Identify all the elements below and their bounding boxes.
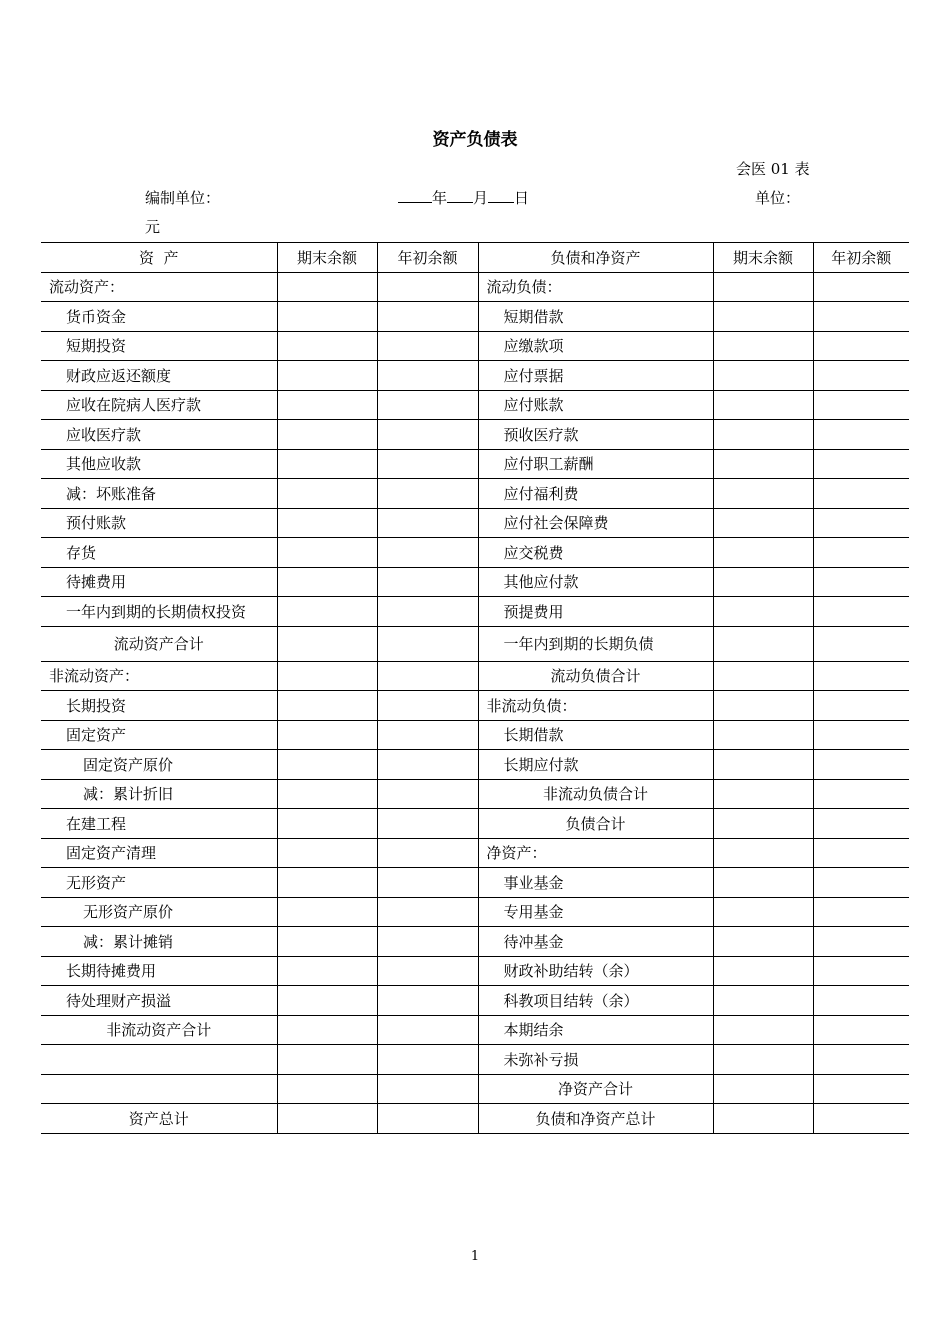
liability-begin-balance-cell[interactable] [813,331,909,361]
liability-end-balance-cell[interactable] [713,626,813,661]
liability-item-label: 预提费用 [478,597,713,627]
table-row [41,479,909,509]
liability-begin-balance-cell[interactable] [813,927,909,957]
asset-end-balance-cell[interactable] [277,479,377,509]
table-row [41,626,909,661]
asset-item-label: 存货 [41,538,277,568]
report-date [398,187,529,208]
liability-item-label: 长期应付款 [478,750,713,780]
asset-begin-balance-cell[interactable] [377,508,478,538]
table-row [41,838,909,868]
liability-item-label: 流动负债： [478,272,713,302]
liability-end-balance-cell[interactable] [713,449,813,479]
asset-begin-balance-cell[interactable] [377,626,478,661]
asset-end-balance-cell[interactable] [277,868,377,898]
table-row [41,897,909,927]
liability-begin-balance-cell[interactable] [813,986,909,1016]
liability-item-label: 应付账款 [478,390,713,420]
liability-end-balance-cell[interactable] [713,927,813,957]
liability-end-balance-cell[interactable] [713,390,813,420]
asset-begin-balance-cell[interactable] [377,779,478,809]
header-end-balance-left: 期末余额 [277,243,377,273]
liability-begin-balance-cell[interactable] [813,449,909,479]
liability-item-label: 应缴款项 [478,331,713,361]
asset-item-label: 资产总计 [41,1104,277,1134]
liability-begin-balance-cell[interactable] [813,897,909,927]
liability-item-label: 长期借款 [478,720,713,750]
asset-item-label: 预付账款 [41,508,277,538]
table-body [41,272,909,1133]
asset-item-label: 一年内到期的长期债权投资 [41,597,277,627]
day-label: 日 [514,189,530,207]
asset-begin-balance-cell[interactable] [377,449,478,479]
liability-begin-balance-cell[interactable] [813,1104,909,1134]
liability-end-balance-cell[interactable] [713,479,813,509]
table-row [41,361,909,391]
asset-begin-balance-cell[interactable] [377,750,478,780]
liability-begin-balance-cell[interactable] [813,508,909,538]
asset-begin-balance-cell[interactable] [377,927,478,957]
liability-end-balance-cell[interactable] [713,420,813,450]
liability-end-balance-cell[interactable] [713,779,813,809]
asset-item-label: 其他应收款 [41,449,277,479]
liability-begin-balance-cell[interactable] [813,838,909,868]
form-number: 会医 01 表 [736,160,810,178]
liability-item-label: 事业基金 [478,868,713,898]
asset-item-label: 减：累计摊销 [41,927,277,957]
table-row [41,927,909,957]
liability-begin-balance-cell[interactable] [813,626,909,661]
asset-end-balance-cell[interactable] [277,361,377,391]
asset-end-balance-cell[interactable] [277,809,377,839]
table-row [41,956,909,986]
asset-item-label: 减：坏账准备 [41,479,277,509]
asset-item-label [41,1045,277,1075]
liability-begin-balance-cell[interactable] [813,956,909,986]
table-header-row [41,243,909,273]
table-row [41,567,909,597]
asset-end-balance-cell[interactable] [277,272,377,302]
asset-item-label: 流动资产合计 [41,626,277,661]
liability-end-balance-cell[interactable] [713,538,813,568]
asset-item-label: 固定资产 [41,720,277,750]
asset-begin-balance-cell[interactable] [377,331,478,361]
asset-item-label: 无形资产 [41,868,277,898]
asset-begin-balance-cell[interactable] [377,538,478,568]
liability-begin-balance-cell[interactable] [813,1045,909,1075]
liability-end-balance-cell[interactable] [713,272,813,302]
table-row [41,1045,909,1075]
asset-end-balance-cell[interactable] [277,986,377,1016]
asset-end-balance-cell[interactable] [277,420,377,450]
asset-item-label: 长期待摊费用 [41,956,277,986]
page-title: 资产负债表 [432,130,518,150]
liability-begin-balance-cell[interactable] [813,567,909,597]
liability-begin-balance-cell[interactable] [813,390,909,420]
asset-begin-balance-cell[interactable] [377,567,478,597]
liability-begin-balance-cell[interactable] [813,1015,909,1045]
table-row [41,720,909,750]
table-row [41,1015,909,1045]
liability-item-label: 待冲基金 [478,927,713,957]
liability-begin-balance-cell[interactable] [813,361,909,391]
year-blank[interactable] [398,188,432,203]
asset-begin-balance-cell[interactable] [377,956,478,986]
liability-begin-balance-cell[interactable] [813,720,909,750]
asset-end-balance-cell[interactable] [277,956,377,986]
liability-begin-balance-cell[interactable] [813,420,909,450]
asset-item-label: 固定资产原价 [41,750,277,780]
liability-item-label: 净资产： [478,838,713,868]
liability-begin-balance-cell[interactable] [813,479,909,509]
table-row [41,272,909,302]
asset-begin-balance-cell[interactable] [377,420,478,450]
asset-end-balance-cell[interactable] [277,1074,377,1104]
asset-item-label: 非流动资产： [41,661,277,691]
asset-item-label [41,1074,277,1104]
liability-item-label: 科教项目结转（余） [478,986,713,1016]
asset-end-balance-cell[interactable] [277,390,377,420]
asset-end-balance-cell[interactable] [277,597,377,627]
liability-end-balance-cell[interactable] [713,986,813,1016]
asset-begin-balance-cell[interactable] [377,361,478,391]
header-begin-balance-right: 年初余额 [813,243,909,273]
asset-end-balance-cell[interactable] [277,331,377,361]
asset-item-label: 货币资金 [41,302,277,332]
liability-item-label: 其他应付款 [478,567,713,597]
asset-item-label: 短期投资 [41,331,277,361]
liability-end-balance-cell[interactable] [713,1015,813,1045]
liability-end-balance-cell[interactable] [713,597,813,627]
table-row [41,1104,909,1134]
day-blank[interactable] [488,188,514,203]
asset-begin-balance-cell[interactable] [377,897,478,927]
asset-end-balance-cell[interactable] [277,779,377,809]
header-assets: 资 产 [41,243,277,273]
liability-end-balance-cell[interactable] [713,809,813,839]
liability-item-label: 财政补助结转（余） [478,956,713,986]
unit-label: 单位： [755,189,801,207]
asset-end-balance-cell[interactable] [277,538,377,568]
asset-item-label: 待摊费用 [41,567,277,597]
asset-end-balance-cell[interactable] [277,750,377,780]
liability-item-label: 负债合计 [478,809,713,839]
liability-end-balance-cell[interactable] [713,750,813,780]
asset-end-balance-cell[interactable] [277,691,377,721]
table-row [41,331,909,361]
asset-begin-balance-cell[interactable] [377,661,478,691]
liability-item-label: 未弥补亏损 [478,1045,713,1075]
liability-end-balance-cell[interactable] [713,567,813,597]
liability-item-label: 短期借款 [478,302,713,332]
asset-end-balance-cell[interactable] [277,1104,377,1134]
liability-begin-balance-cell[interactable] [813,538,909,568]
asset-item-label: 财政应返还额度 [41,361,277,391]
asset-item-label: 减：累计折旧 [41,779,277,809]
liability-item-label: 非流动负债： [478,691,713,721]
asset-begin-balance-cell[interactable] [377,868,478,898]
liability-begin-balance-cell[interactable] [813,779,909,809]
year-label: 年 [432,189,448,207]
asset-end-balance-cell[interactable] [277,1015,377,1045]
asset-end-balance-cell[interactable] [277,567,377,597]
table-row [41,538,909,568]
asset-item-label: 无形资产原价 [41,897,277,927]
liability-begin-balance-cell[interactable] [813,661,909,691]
liability-begin-balance-cell[interactable] [813,597,909,627]
liability-end-balance-cell[interactable] [713,661,813,691]
asset-item-label: 流动资产： [41,272,277,302]
table-row [41,779,909,809]
asset-item-label: 长期投资 [41,691,277,721]
liability-item-label: 非流动负债合计 [478,779,713,809]
asset-end-balance-cell[interactable] [277,302,377,332]
asset-end-balance-cell[interactable] [277,838,377,868]
liability-begin-balance-cell[interactable] [813,868,909,898]
asset-end-balance-cell[interactable] [277,927,377,957]
liability-end-balance-cell[interactable] [713,302,813,332]
asset-end-balance-cell[interactable] [277,897,377,927]
liability-begin-balance-cell[interactable] [813,302,909,332]
liability-item-label: 预收医疗款 [478,420,713,450]
liability-end-balance-cell[interactable] [713,691,813,721]
liability-end-balance-cell[interactable] [713,1045,813,1075]
liability-end-balance-cell[interactable] [713,361,813,391]
liability-item-label: 专用基金 [478,897,713,927]
liability-item-label: 净资产合计 [478,1074,713,1104]
liability-end-balance-cell[interactable] [713,331,813,361]
table-row [41,691,909,721]
asset-begin-balance-cell[interactable] [377,1074,478,1104]
liability-item-label: 应付福利费 [478,479,713,509]
asset-begin-balance-cell[interactable] [377,272,478,302]
table-row [41,809,909,839]
table-row [41,597,909,627]
asset-item-label: 应收在院病人医疗款 [41,390,277,420]
asset-begin-balance-cell[interactable] [377,390,478,420]
compiler-label: 编制单位： [145,189,221,207]
asset-end-balance-cell[interactable] [277,720,377,750]
table-row [41,302,909,332]
asset-begin-balance-cell[interactable] [377,597,478,627]
asset-item-label: 在建工程 [41,809,277,839]
table-row [41,1074,909,1104]
liability-end-balance-cell[interactable] [713,956,813,986]
table-row [41,750,909,780]
header-end-balance-right: 期末余额 [713,243,813,273]
month-label: 月 [473,189,489,207]
header-liabilities: 负债和净资产 [478,243,713,273]
liability-begin-balance-cell[interactable] [813,809,909,839]
asset-begin-balance-cell[interactable] [377,1045,478,1075]
liability-end-balance-cell[interactable] [713,508,813,538]
page-number: 1 [470,1249,480,1264]
liability-begin-balance-cell[interactable] [813,1074,909,1104]
liability-item-label: 本期结余 [478,1015,713,1045]
table-row [41,508,909,538]
liability-end-balance-cell[interactable] [713,868,813,898]
asset-begin-balance-cell[interactable] [377,838,478,868]
liability-item-label: 应付票据 [478,361,713,391]
liability-item-label: 负债和净资产总计 [478,1104,713,1134]
balance-sheet-table [41,242,909,1134]
table-row [41,390,909,420]
liability-end-balance-cell[interactable] [713,897,813,927]
liability-item-label: 应付社会保障费 [478,508,713,538]
liability-begin-balance-cell[interactable] [813,750,909,780]
liability-item-label: 应交税费 [478,538,713,568]
asset-item-label: 固定资产清理 [41,838,277,868]
asset-begin-balance-cell[interactable] [377,720,478,750]
liability-begin-balance-cell[interactable] [813,272,909,302]
month-blank[interactable] [447,188,473,203]
asset-item-label: 待处理财产损溢 [41,986,277,1016]
liability-item-label: 流动负债合计 [478,661,713,691]
liability-begin-balance-cell[interactable] [813,691,909,721]
liability-end-balance-cell[interactable] [713,1104,813,1134]
asset-end-balance-cell[interactable] [277,449,377,479]
table-row [41,420,909,450]
asset-end-balance-cell[interactable] [277,661,377,691]
asset-end-balance-cell[interactable] [277,1045,377,1075]
table-row [41,661,909,691]
table-row [41,986,909,1016]
header-begin-balance-left: 年初余额 [377,243,478,273]
table-row [41,449,909,479]
liability-end-balance-cell[interactable] [713,1074,813,1104]
asset-begin-balance-cell[interactable] [377,691,478,721]
liability-item-label: 一年内到期的长期负债 [478,626,713,661]
asset-begin-balance-cell[interactable] [377,302,478,332]
asset-end-balance-cell[interactable] [277,626,377,661]
asset-begin-balance-cell[interactable] [377,1015,478,1045]
asset-begin-balance-cell[interactable] [377,479,478,509]
asset-begin-balance-cell[interactable] [377,1104,478,1134]
asset-begin-balance-cell[interactable] [377,986,478,1016]
asset-end-balance-cell[interactable] [277,508,377,538]
liability-item-label: 应付职工薪酬 [478,449,713,479]
table-row [41,868,909,898]
asset-item-label: 应收医疗款 [41,420,277,450]
liability-end-balance-cell[interactable] [713,720,813,750]
asset-begin-balance-cell[interactable] [377,809,478,839]
unit-value: 元 [145,218,161,236]
asset-item-label: 非流动资产合计 [41,1015,277,1045]
liability-end-balance-cell[interactable] [713,838,813,868]
